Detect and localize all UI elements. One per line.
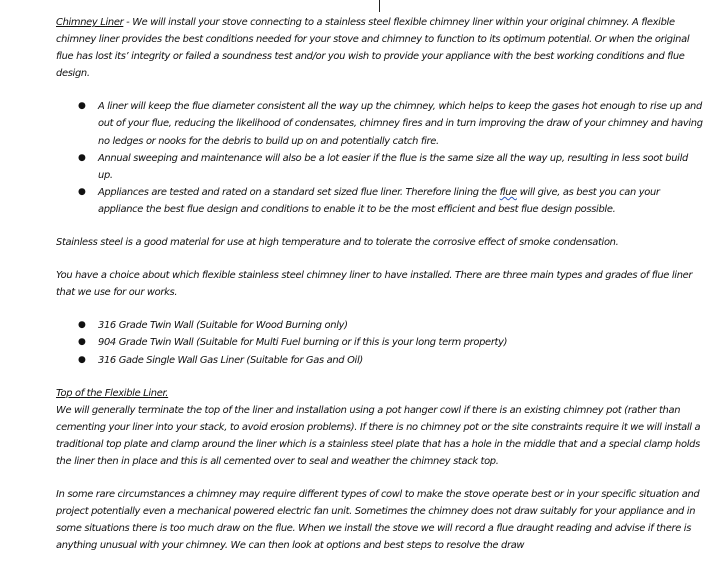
benefits-list [56,98,704,218]
bullet-icon: ● [78,320,86,331]
intro-text: - We will install your stove connecting to a stainless steel flexible chimney liner within your original chimney. A flexible chimney liner provides the best conditions needed for your stove and chimney to function to its optimum potential. Or when the original flue has lost its’ integrity or failed a soundness test and/or you wish to provide your appliance with the best working conditions and flue design. [56,17,690,80]
spellcheck-flagged-word[interactable]: flue [499,186,517,198]
text-cursor [379,0,380,12]
chimney-liner-heading: Chimney Liner [56,17,124,28]
rare-circumstances-paragraph: In some rare circumstances a chimney may require different types of cowl to make the stove operate best or in your specific situation and project potentially even a mechanical powered electric fan unit. Sometimes the chimney does not draw suitably for your appliance and in some situations there is too much draw on the flue. When we install the stove we will record a flue draught reading and advise if there is anything unusual with your chimney. We can then look at options and best steps to resolve the draw [56,489,700,552]
bullet-icon: ● [78,186,86,197]
list-item [56,334,704,351]
list-item [56,317,704,334]
list-item [56,98,704,149]
list-item [56,184,704,218]
bullet-icon: ● [78,354,86,365]
liner-grades-list [56,317,704,368]
intro-paragraph [56,14,704,82]
benefit-text: A liner will keep the flue diameter consistent all the way up the chimney, which helps to keep the gases hot enough to rise up and out of your flue, reducing the likelihood of condensates, chimney fires and in turn improving the draw of your chimney and having no ledges or nooks for the debris to build up on and potentially catch fire. [98,101,703,147]
top-of-liner-heading: Top of the Flexible Liner. [56,387,169,399]
list-item [56,352,704,369]
grade-text: 316 Gade Single Wall Gas Liner (Suitable for Gas and Oil) [98,354,363,366]
grade-text: 904 Grade Twin Wall (Suitable for Multi Fuel burning or if this is your long term property) [98,337,508,349]
top-of-liner-text: We will generally terminate the top of the liner and installation using a pot hanger cowl if there is an existing chimney pot (rather than cementing your liner into your stack, to avoid erosion problems). If there is no chimney pot or the site constraints require it we will install a traditional top plate and clamp around the liner which is a stainless steel plate that has a hole in the middle that and a special clamp holds the liner then in place and this is all cemented over to seal and weather the chimney stack top. [56,404,701,467]
choice-paragraph: You have a choice about which flexible stainless steel chimney liner to have installed. There are three main types and grades of flue liner that we use for our works. [56,270,693,299]
grade-text: 316 Grade Twin Wall (Suitable for Wood Burning only) [98,320,348,332]
document-page [56,14,704,570]
list-item [56,150,704,184]
benefit-text-post: will give, as best you can your appliance the best flue design and conditions to enable it to be the most efficient and best flue design possible. [98,186,660,215]
benefit-text: Annual sweeping and maintenance will also be a lot easier if the flue is the same size all the way up, resulting in less soot build up. [98,152,688,181]
bullet-icon: ● [78,152,86,163]
bullet-icon: ● [78,101,86,112]
stainless-paragraph: Stainless steel is a good material for use at high temperature and to tolerate the corrosive effect of smoke condensation. [56,237,619,249]
top-of-liner-section [56,385,704,470]
bullet-icon: ● [78,337,86,348]
benefit-text-pre: Appliances are tested and rated on a standard set sized flue liner. Therefore lining the [98,186,500,198]
